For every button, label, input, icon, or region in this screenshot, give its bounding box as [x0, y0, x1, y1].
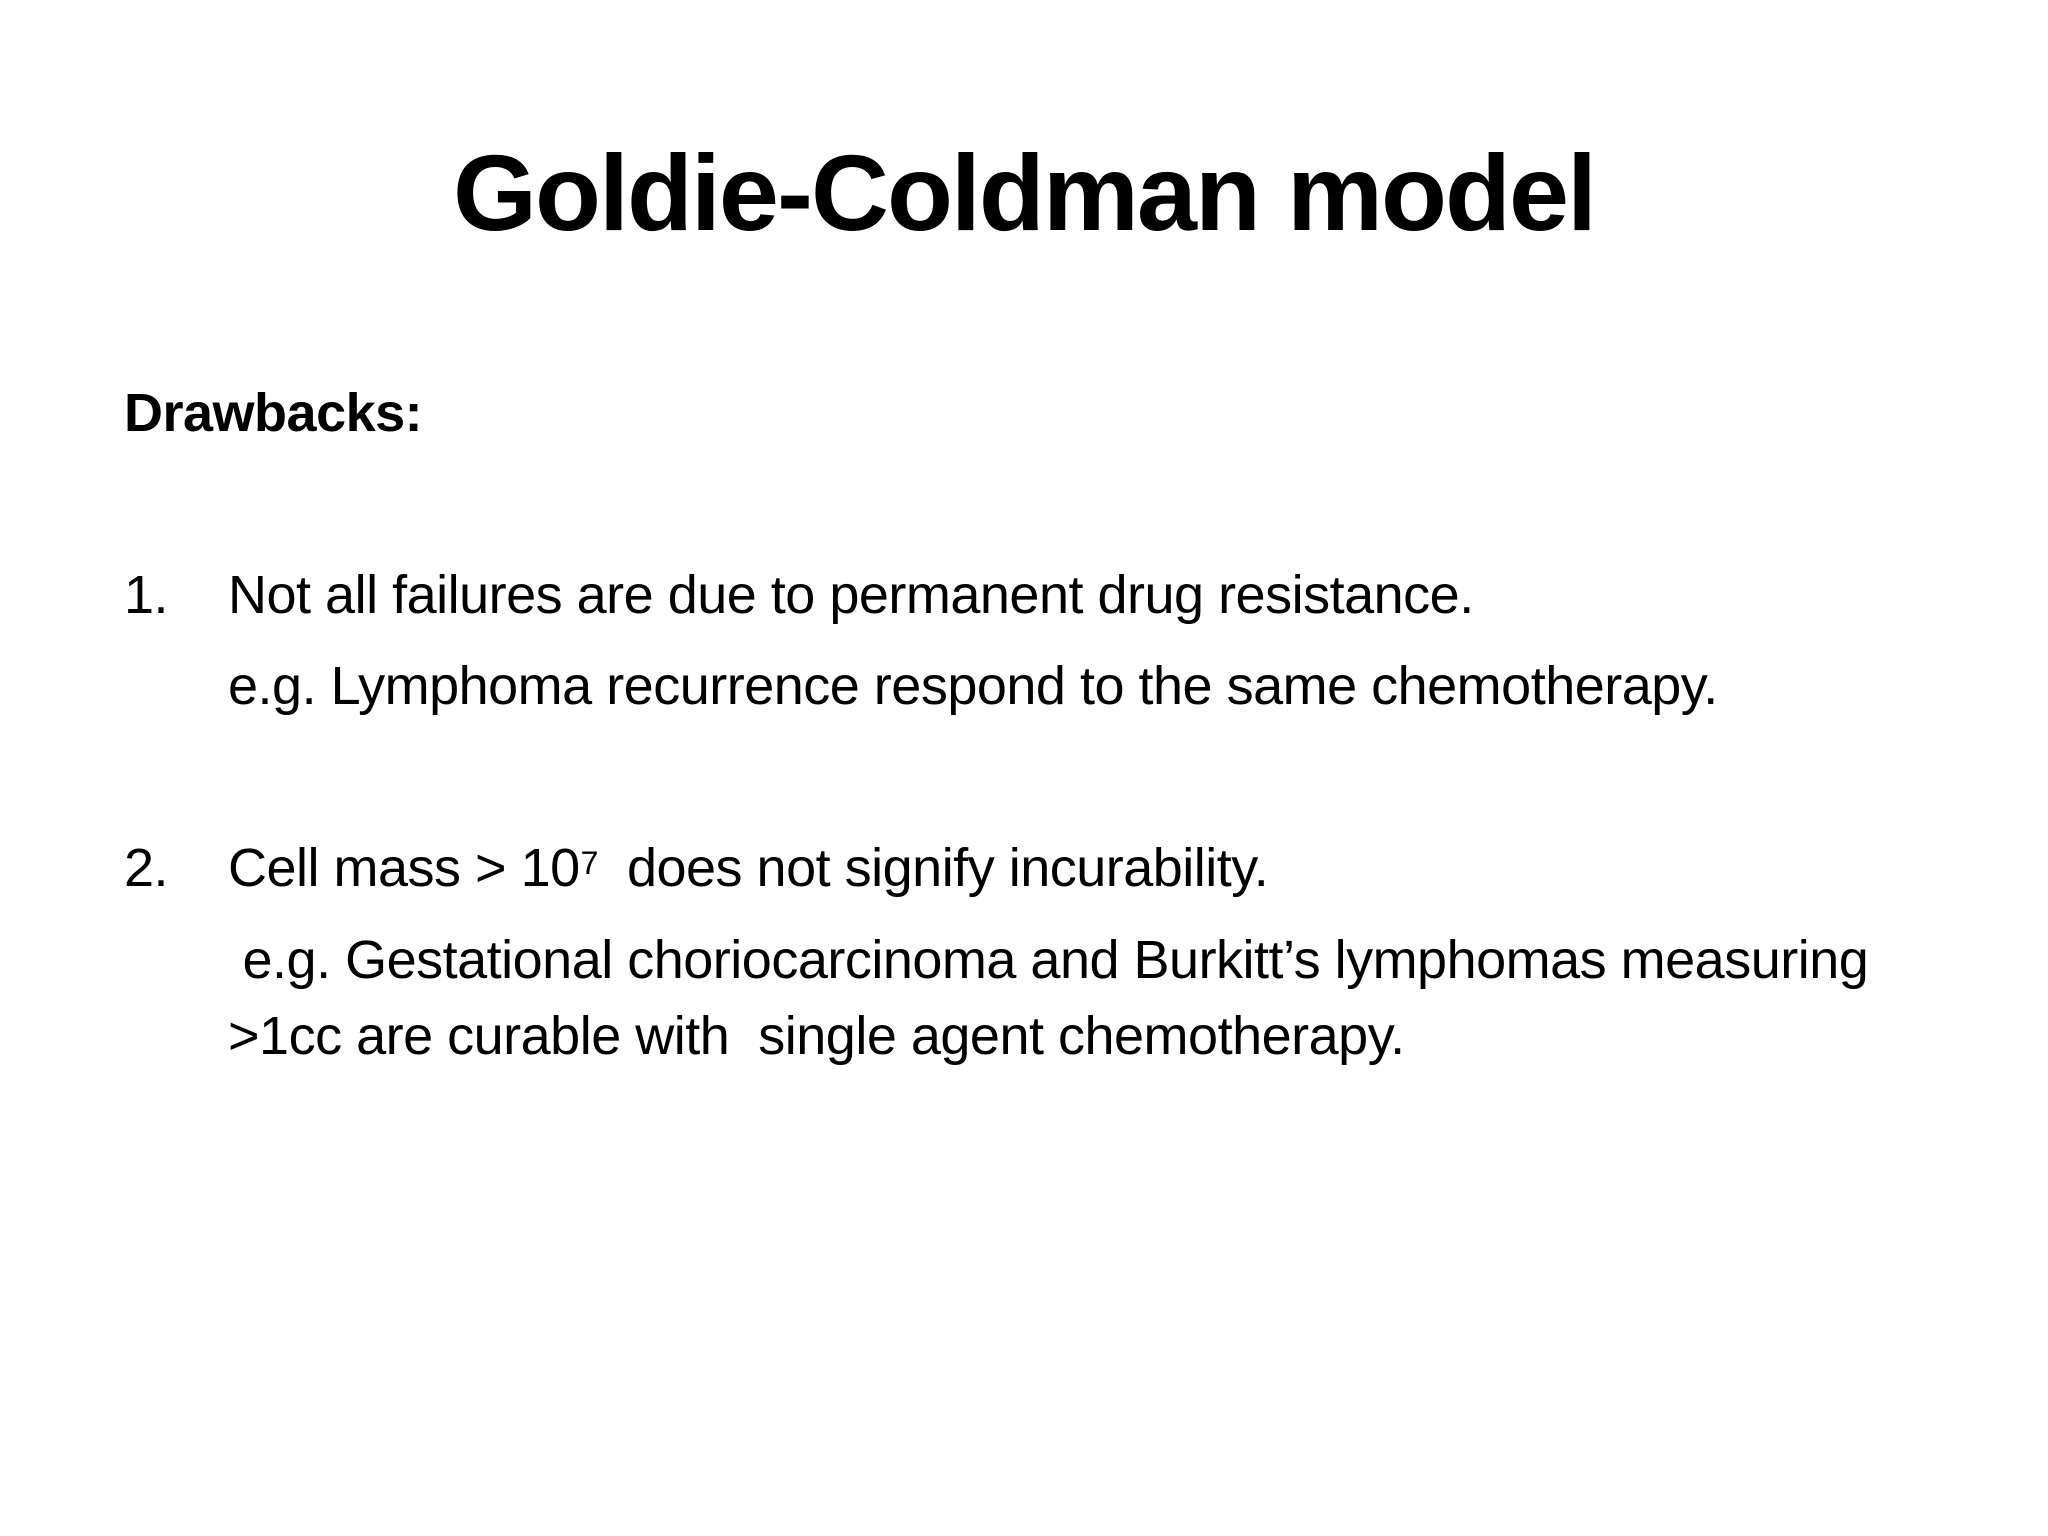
- list-item-number: 2.: [124, 838, 169, 898]
- exponent: 7: [580, 845, 598, 881]
- list-item-example: e.g. Gestational choriocarcinoma and Burkitt’s lymphomas measuring: [228, 930, 1869, 990]
- list-item-example-continued: >1cc are curable with single agent chemotherapy.: [228, 1006, 1405, 1066]
- section-heading: Drawbacks:: [124, 383, 423, 443]
- list-item-text: [228, 836, 1268, 901]
- list-item-text: Not all failures are due to permanent drug resistance.: [228, 565, 1474, 625]
- list-item-number: 1.: [124, 565, 169, 625]
- slide-title: Goldie-Coldman model: [452, 132, 1596, 253]
- text-after-exponent: does not signify incurability.: [597, 838, 1269, 898]
- list-item-example: e.g. Lymphoma recurrence respond to the same chemotherapy.: [228, 656, 1718, 716]
- text-before-exponent: Cell mass > 10: [228, 838, 580, 898]
